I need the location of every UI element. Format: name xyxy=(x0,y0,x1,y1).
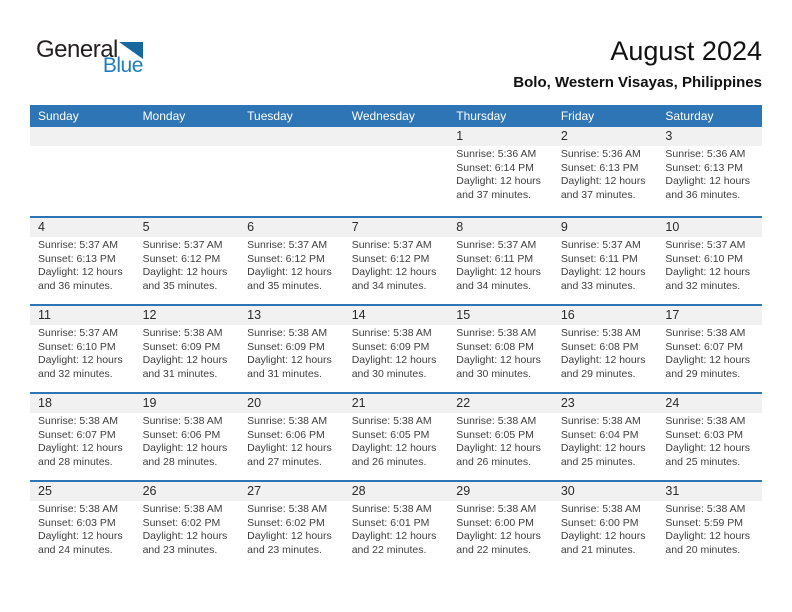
daylight-text-line2: and 27 minutes. xyxy=(247,455,322,468)
daylight-text-line1: Daylight: 12 hours xyxy=(247,266,332,279)
sunrise-text: Sunrise: 5:37 AM xyxy=(142,239,223,251)
sunrise-text: Sunrise: 5:36 AM xyxy=(665,148,746,160)
daylight-text-line1: Daylight: 12 hours xyxy=(142,442,228,455)
day-cell xyxy=(657,237,762,293)
sunrise-text: Sunrise: 5:38 AM xyxy=(38,415,118,427)
sunrise-text: Sunrise: 5:37 AM xyxy=(665,239,746,251)
day-cell xyxy=(135,501,240,557)
day-number: 23 xyxy=(560,396,575,410)
sunrise-text: Sunrise: 5:38 AM xyxy=(247,415,328,427)
sunset-text: Sunset: 6:11 PM xyxy=(560,252,638,265)
day-cell xyxy=(30,413,135,469)
daylight-text-line1: Daylight: 12 hours xyxy=(38,266,123,279)
day-cell xyxy=(657,325,762,381)
day-detail-row xyxy=(30,237,762,293)
sunrise-text: Sunrise: 5:38 AM xyxy=(142,503,223,515)
daylight-text-line2: and 20 minutes. xyxy=(665,543,741,556)
day-number: 5 xyxy=(142,220,150,234)
day-number-strip xyxy=(30,394,762,413)
daylight-text-line2: and 36 minutes. xyxy=(38,279,113,292)
daylight-text-line1: Daylight: 12 hours xyxy=(456,266,541,279)
day-number: 12 xyxy=(142,308,157,322)
daylight-text-line1: Daylight: 12 hours xyxy=(456,530,541,543)
day-cell xyxy=(448,413,553,469)
day-detail-row xyxy=(30,325,762,381)
sunset-text: Sunset: 6:07 PM xyxy=(38,428,116,441)
sunrise-text: Sunrise: 5:38 AM xyxy=(560,503,641,515)
header-titles xyxy=(513,36,762,91)
sunset-text: Sunset: 6:09 PM xyxy=(142,340,221,353)
day-number-strip xyxy=(30,306,762,325)
day-cell xyxy=(30,325,135,381)
day-number: 2 xyxy=(560,129,568,143)
day-cell xyxy=(553,146,658,202)
day-cell xyxy=(239,325,344,381)
day-cell xyxy=(239,501,344,557)
sunset-text: Sunset: 6:05 PM xyxy=(351,428,430,441)
day-number: 25 xyxy=(38,484,52,498)
day-number: 14 xyxy=(351,308,366,322)
day-cell xyxy=(344,501,449,557)
day-cell xyxy=(448,501,553,557)
sunrise-text: Sunrise: 5:38 AM xyxy=(456,503,537,515)
daylight-text-line2: and 30 minutes. xyxy=(351,367,427,380)
day-number: 11 xyxy=(38,308,51,322)
day-number: 18 xyxy=(38,396,52,410)
daylight-text-line2: and 34 minutes. xyxy=(456,279,531,292)
sunset-text: Sunset: 6:14 PM xyxy=(456,161,534,174)
logo-text-blue: Blue xyxy=(102,54,143,77)
day-number-strip xyxy=(30,127,762,146)
day-number: 4 xyxy=(38,220,45,234)
sunset-text: Sunset: 6:13 PM xyxy=(560,161,639,174)
daylight-text-line1: Daylight: 12 hours xyxy=(560,175,646,188)
daylight-text-line1: Daylight: 12 hours xyxy=(665,530,751,543)
sunset-text: Sunset: 6:13 PM xyxy=(38,252,116,265)
sunset-text: Sunset: 6:06 PM xyxy=(142,428,221,441)
day-cell xyxy=(30,501,135,557)
empty-day-cell xyxy=(135,146,240,202)
sunrise-text: Sunrise: 5:38 AM xyxy=(351,327,432,339)
sunrise-text: Sunrise: 5:37 AM xyxy=(247,239,328,251)
day-number: 19 xyxy=(142,396,157,410)
sunrise-text: Sunrise: 5:38 AM xyxy=(560,415,641,427)
weekday-header-sunday: Sunday xyxy=(38,109,79,123)
daylight-text-line2: and 30 minutes. xyxy=(456,367,531,380)
week-row xyxy=(30,304,762,392)
daylight-text-line1: Daylight: 12 hours xyxy=(38,530,123,543)
sunrise-text: Sunrise: 5:38 AM xyxy=(665,503,746,515)
sunset-text: Sunset: 6:01 PM xyxy=(351,516,430,529)
daylight-text-line2: and 31 minutes. xyxy=(142,367,218,380)
week-row xyxy=(30,392,762,480)
day-number: 6 xyxy=(247,220,255,234)
day-number: 26 xyxy=(142,484,157,498)
daylight-text-line1: Daylight: 12 hours xyxy=(456,442,541,455)
sunrise-text: Sunrise: 5:38 AM xyxy=(351,415,432,427)
day-number: 22 xyxy=(456,396,471,410)
daylight-text-line1: Daylight: 12 hours xyxy=(247,354,332,367)
day-cell xyxy=(553,237,658,293)
day-cell xyxy=(135,413,240,469)
daylight-text-line2: and 31 minutes. xyxy=(247,367,322,380)
sunset-text: Sunset: 6:08 PM xyxy=(560,340,639,353)
day-number: 9 xyxy=(560,220,568,234)
sunset-text: Sunset: 6:04 PM xyxy=(560,428,639,441)
sunset-text: Sunset: 6:10 PM xyxy=(665,252,744,265)
daylight-text-line2: and 24 minutes. xyxy=(38,543,113,556)
daylight-text-line2: and 34 minutes. xyxy=(351,279,427,292)
day-number: 7 xyxy=(351,220,359,234)
daylight-text-line1: Daylight: 12 hours xyxy=(456,175,541,188)
daylight-text-line2: and 32 minutes. xyxy=(38,367,113,380)
daylight-text-line1: Daylight: 12 hours xyxy=(560,354,646,367)
day-cell xyxy=(657,146,762,202)
sunrise-text: Sunrise: 5:36 AM xyxy=(560,148,641,160)
day-detail-row xyxy=(30,146,762,202)
day-cell xyxy=(553,325,658,381)
daylight-text-line2: and 25 minutes. xyxy=(665,455,741,468)
day-number: 15 xyxy=(456,308,471,322)
daylight-text-line1: Daylight: 12 hours xyxy=(142,266,228,279)
sunrise-text: Sunrise: 5:38 AM xyxy=(247,327,328,339)
sunrise-text: Sunrise: 5:38 AM xyxy=(142,415,223,427)
sunrise-text: Sunrise: 5:38 AM xyxy=(247,503,328,515)
daylight-text-line1: Daylight: 12 hours xyxy=(38,442,123,455)
sunrise-text: Sunrise: 5:37 AM xyxy=(456,239,537,251)
sunrise-text: Sunrise: 5:38 AM xyxy=(665,327,746,339)
calendar-grid xyxy=(30,105,762,568)
sunset-text: Sunset: 6:02 PM xyxy=(142,516,221,529)
day-number: 29 xyxy=(456,484,471,498)
empty-day-number xyxy=(135,127,240,146)
sunrise-text: Sunrise: 5:37 AM xyxy=(38,239,118,251)
logo-text-general: General xyxy=(36,36,118,63)
daylight-text-line2: and 21 minutes. xyxy=(560,543,636,556)
day-cell xyxy=(344,413,449,469)
daylight-text-line2: and 37 minutes. xyxy=(560,188,636,201)
weekday-header-wednesday: Wednesday xyxy=(351,109,415,123)
daylight-text-line1: Daylight: 12 hours xyxy=(142,354,228,367)
location-subtitle: Bolo, Western Visayas, Philippines xyxy=(513,74,762,91)
weekday-header-thursday: Thursday xyxy=(456,109,507,123)
daylight-text-line1: Daylight: 12 hours xyxy=(351,354,437,367)
weekday-header-row xyxy=(30,105,762,127)
day-number: 21 xyxy=(351,396,366,410)
daylight-text-line1: Daylight: 12 hours xyxy=(351,266,437,279)
sunrise-text: Sunrise: 5:38 AM xyxy=(456,415,537,427)
daylight-text-line1: Daylight: 12 hours xyxy=(351,442,437,455)
daylight-text-line1: Daylight: 12 hours xyxy=(142,530,228,543)
day-detail-row xyxy=(30,413,762,469)
empty-day-cell xyxy=(344,146,449,202)
daylight-text-line2: and 22 minutes. xyxy=(351,543,427,556)
daylight-text-line2: and 37 minutes. xyxy=(456,188,531,201)
sunset-text: Sunset: 6:05 PM xyxy=(456,428,534,441)
daylight-text-line2: and 29 minutes. xyxy=(665,367,741,380)
sunset-text: Sunset: 6:03 PM xyxy=(38,516,116,529)
general-blue-logo xyxy=(36,38,143,77)
day-number: 27 xyxy=(247,484,262,498)
day-number: 31 xyxy=(665,484,680,498)
daylight-text-line1: Daylight: 12 hours xyxy=(38,354,123,367)
day-number: 1 xyxy=(456,129,464,143)
daylight-text-line2: and 29 minutes. xyxy=(560,367,636,380)
daylight-text-line1: Daylight: 12 hours xyxy=(351,530,437,543)
daylight-text-line2: and 23 minutes. xyxy=(247,543,322,556)
day-cell xyxy=(448,325,553,381)
daylight-text-line1: Daylight: 12 hours xyxy=(665,175,751,188)
sunrise-text: Sunrise: 5:38 AM xyxy=(665,415,746,427)
empty-day-cell xyxy=(239,146,344,202)
weekday-header-monday: Monday xyxy=(142,109,186,123)
daylight-text-line2: and 25 minutes. xyxy=(560,455,636,468)
week-row xyxy=(30,216,762,304)
daylight-text-line1: Daylight: 12 hours xyxy=(665,266,751,279)
daylight-text-line1: Daylight: 12 hours xyxy=(665,354,751,367)
daylight-text-line2: and 26 minutes. xyxy=(456,455,531,468)
sunrise-text: Sunrise: 5:38 AM xyxy=(456,327,537,339)
day-cell xyxy=(135,237,240,293)
weekday-header-friday: Friday xyxy=(560,109,595,123)
daylight-text-line2: and 28 minutes. xyxy=(38,455,113,468)
sunset-text: Sunset: 6:09 PM xyxy=(247,340,325,353)
weekday-header-saturday: Saturday xyxy=(665,109,714,123)
empty-day-number xyxy=(239,127,344,146)
sunrise-text: Sunrise: 5:37 AM xyxy=(38,327,118,339)
day-number-strip xyxy=(30,482,762,501)
sunset-text: Sunset: 6:06 PM xyxy=(247,428,325,441)
daylight-text-line2: and 36 minutes. xyxy=(665,188,741,201)
day-number: 30 xyxy=(560,484,575,498)
weekday-header-tuesday: Tuesday xyxy=(247,109,293,123)
day-cell xyxy=(239,413,344,469)
daylight-text-line2: and 35 minutes. xyxy=(247,279,322,292)
day-number: 28 xyxy=(351,484,366,498)
sunset-text: Sunset: 6:03 PM xyxy=(665,428,744,441)
daylight-text-line2: and 28 minutes. xyxy=(142,455,218,468)
sunset-text: Sunset: 6:11 PM xyxy=(456,252,534,265)
sunrise-text: Sunrise: 5:38 AM xyxy=(351,503,432,515)
daylight-text-line1: Daylight: 12 hours xyxy=(247,530,332,543)
sunset-text: Sunset: 6:02 PM xyxy=(247,516,325,529)
day-number: 8 xyxy=(456,220,464,234)
day-number: 13 xyxy=(247,308,262,322)
day-cell xyxy=(448,146,553,202)
sunrise-text: Sunrise: 5:38 AM xyxy=(560,327,641,339)
day-number: 20 xyxy=(247,396,262,410)
day-detail-row xyxy=(30,501,762,557)
day-cell xyxy=(657,501,762,557)
sunset-text: Sunset: 6:13 PM xyxy=(665,161,744,174)
sunset-text: Sunset: 6:09 PM xyxy=(351,340,430,353)
sunrise-text: Sunrise: 5:36 AM xyxy=(456,148,537,160)
day-number: 16 xyxy=(560,308,575,322)
day-cell xyxy=(448,237,553,293)
sunrise-text: Sunrise: 5:38 AM xyxy=(142,327,223,339)
daylight-text-line2: and 32 minutes. xyxy=(665,279,741,292)
week-row xyxy=(30,127,762,216)
day-cell xyxy=(239,237,344,293)
sunrise-text: Sunrise: 5:37 AM xyxy=(351,239,432,251)
day-number: 10 xyxy=(665,220,680,234)
empty-day-number xyxy=(30,127,135,146)
daylight-text-line1: Daylight: 12 hours xyxy=(560,530,646,543)
day-cell xyxy=(30,237,135,293)
day-cell xyxy=(553,501,658,557)
sunset-text: Sunset: 6:08 PM xyxy=(456,340,534,353)
sunset-text: Sunset: 6:12 PM xyxy=(142,252,221,265)
sunset-text: Sunset: 6:00 PM xyxy=(456,516,534,529)
daylight-text-line1: Daylight: 12 hours xyxy=(560,266,646,279)
daylight-text-line1: Daylight: 12 hours xyxy=(665,442,751,455)
day-cell xyxy=(657,413,762,469)
week-row xyxy=(30,480,762,568)
day-cell xyxy=(135,325,240,381)
sunset-text: Sunset: 6:12 PM xyxy=(247,252,325,265)
sunset-text: Sunset: 5:59 PM xyxy=(665,516,744,529)
sunset-text: Sunset: 6:07 PM xyxy=(665,340,744,353)
calendar-body xyxy=(30,127,762,568)
daylight-text-line2: and 35 minutes. xyxy=(142,279,218,292)
daylight-text-line1: Daylight: 12 hours xyxy=(560,442,646,455)
daylight-text-line2: and 33 minutes. xyxy=(560,279,636,292)
day-number-strip xyxy=(30,218,762,237)
daylight-text-line1: Daylight: 12 hours xyxy=(247,442,332,455)
sunset-text: Sunset: 6:12 PM xyxy=(351,252,430,265)
sunset-text: Sunset: 6:00 PM xyxy=(560,516,639,529)
sunset-text: Sunset: 6:10 PM xyxy=(38,340,116,353)
daylight-text-line2: and 23 minutes. xyxy=(142,543,218,556)
empty-day-number xyxy=(344,127,449,146)
month-title: August 2024 xyxy=(610,36,762,66)
day-cell xyxy=(344,325,449,381)
daylight-text-line2: and 22 minutes. xyxy=(456,543,531,556)
sunrise-text: Sunrise: 5:38 AM xyxy=(38,503,118,515)
empty-day-cell xyxy=(30,146,135,202)
day-cell xyxy=(553,413,658,469)
daylight-text-line2: and 26 minutes. xyxy=(351,455,427,468)
day-number: 3 xyxy=(665,129,673,143)
daylight-text-line1: Daylight: 12 hours xyxy=(456,354,541,367)
day-number: 24 xyxy=(665,396,680,410)
day-number: 17 xyxy=(665,308,680,322)
sunrise-text: Sunrise: 5:37 AM xyxy=(560,239,641,251)
day-cell xyxy=(344,237,449,293)
